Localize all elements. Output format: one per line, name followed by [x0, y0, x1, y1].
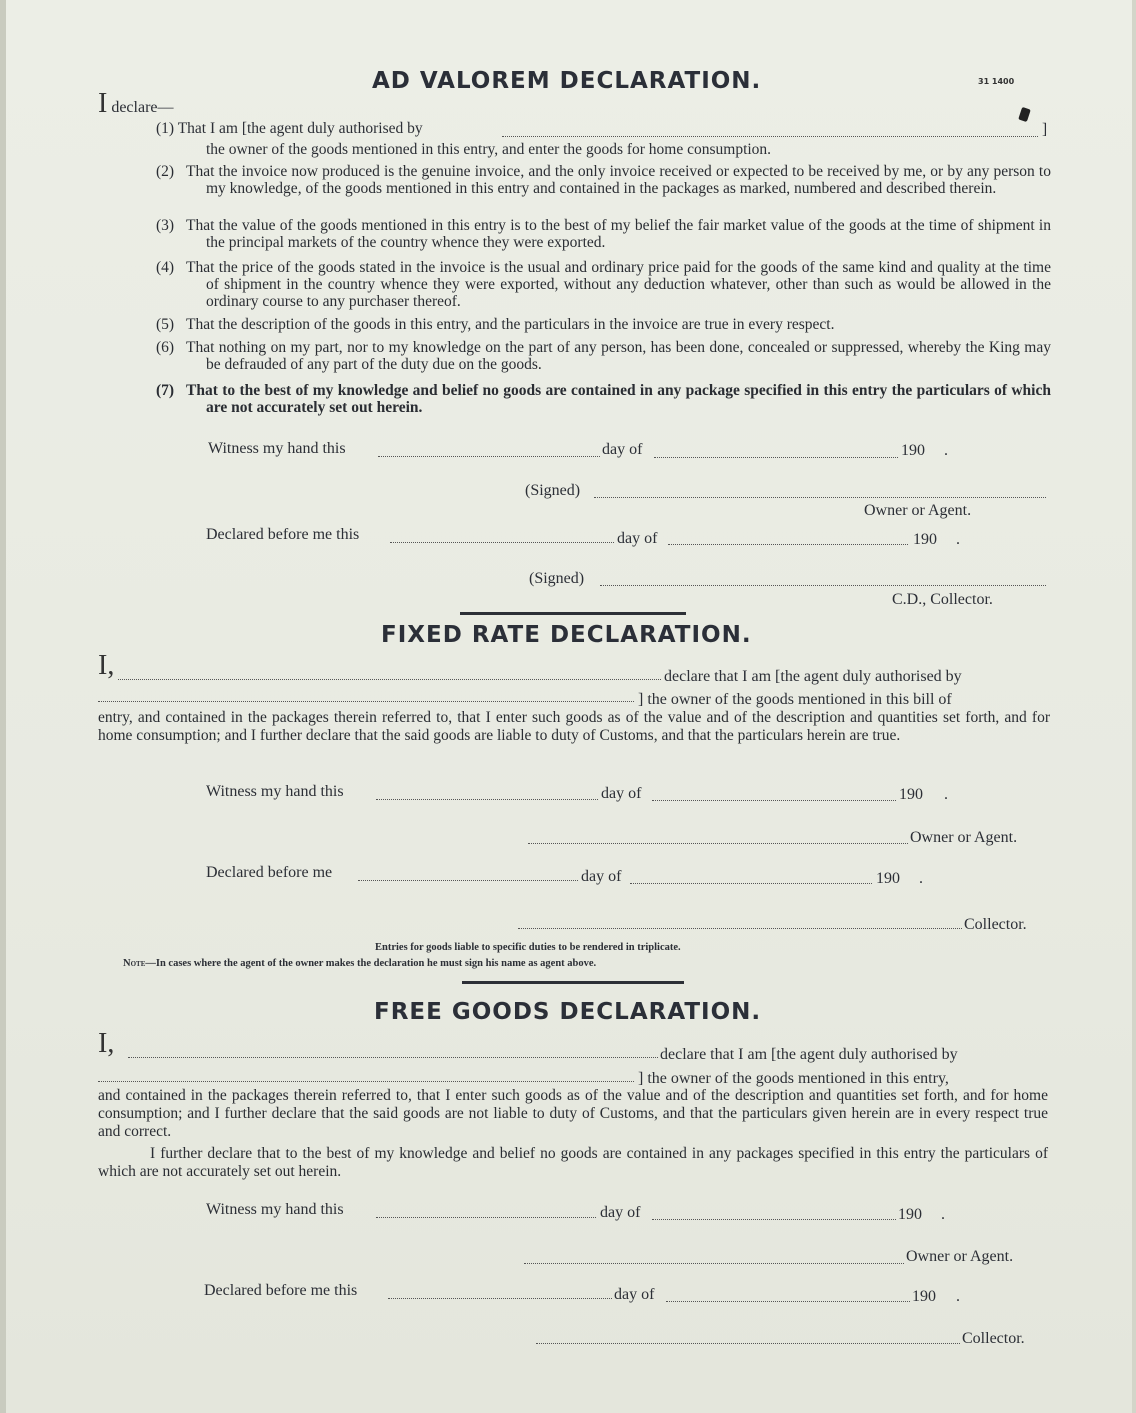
fr-line2-tail: ] the owner of the goods mentioned in this bill of [638, 691, 952, 708]
fg-declared-dayof-label: day of [614, 1286, 655, 1303]
fr-owner-or-agent: Owner or Agent. [910, 829, 1018, 846]
av-cd-collector: C.D., Collector. [892, 591, 993, 608]
av-declared-day-blank[interactable] [390, 541, 614, 543]
fr-witness-label: Witness my hand this [206, 783, 344, 800]
fr-line1-tail: declare that I am [the agent duly authorised by [664, 668, 962, 685]
fr-witness-year: 190 [899, 786, 923, 803]
fg-declared-period: . [956, 1288, 960, 1305]
fr-witness-day-blank[interactable] [376, 798, 598, 800]
fr-agent-authority-blank[interactable] [98, 700, 634, 702]
fr-declared-dayof-label: day of [581, 868, 622, 885]
fg-declared-label: Declared before me this [204, 1282, 358, 1299]
fg-declarant-name-blank[interactable] [128, 1056, 658, 1058]
fr-collector-signature-blank[interactable] [518, 927, 962, 929]
av-item-2: (2) That the invoice now produced is the genuine invoice, and the only invoice received or expected to be received by me, or by any person to my knowledge, of the goods mentioned in this entry and contained in the packages as marked, numbered and described therein. [156, 163, 1051, 197]
fg-witness-month-blank[interactable] [652, 1218, 896, 1220]
av-item-1-text: That I am [the agent duly authorised by [177, 120, 423, 137]
av-witness-label: Witness my hand this [208, 440, 346, 457]
av-item-3: (3) That the value of the goods mentioned in this entry is to the best of my belief the fair market value of the goods at the time of shipment in the principal markets of the country whence they were exported. [156, 217, 1051, 251]
av-witness-period: . [944, 442, 948, 459]
av-declared-year: 190 [913, 531, 937, 548]
declarant-initial: I [98, 88, 108, 119]
fg-body-text: and contained in the packages therein referred to, that I enter such goods as of the value and of the description and quantities set forth, and for home consumption; and I further declare that the said goods are not liable to duty of Customs, and that the particulars given herein are in every respect true and correct. [98, 1087, 1048, 1140]
fr-declared-day-blank[interactable] [358, 879, 578, 881]
av-owner-or-agent: Owner or Agent. [864, 502, 972, 519]
fg-collector: Collector. [962, 1330, 1025, 1347]
fg-declared-day-blank[interactable] [388, 1297, 612, 1299]
fg-line2-tail: ] the owner of the goods mentioned in this entry, [638, 1070, 949, 1087]
section-divider-1 [460, 612, 686, 615]
fr-declarant-initial: I, [98, 650, 115, 681]
fr-body-text: entry, and contained in the packages therein referred to, that I enter such goods as of the value and of the description and quantities set forth, and for home consumption; and I further declare that the said goods are liable to duty of Customs, and that the particulars herein are true. [98, 709, 1050, 744]
fg-owner-or-agent: Owner or Agent. [906, 1248, 1014, 1265]
fr-note-agent: Note—In cases where the agent of the owner makes the declaration he must sign his name as agent above. [123, 958, 597, 969]
bracket-close: ] [1042, 121, 1048, 138]
fg-declared-month-blank[interactable] [666, 1300, 910, 1302]
fr-declared-period: . [919, 870, 923, 887]
av-witness-month-blank[interactable] [654, 456, 898, 458]
fg-witness-year: 190 [898, 1206, 922, 1223]
fr-declared-label: Declared before me [206, 864, 333, 881]
av-witness-year: 190 [901, 442, 925, 459]
fg-collector-signature-blank[interactable] [536, 1342, 960, 1344]
av-item-1-line1 [156, 120, 423, 137]
fg-body-text-2: I further declare that to the best of my knowledge and belief no goods are contained in any packages specified in this entry the particulars of which are not accurately set out herein. [98, 1145, 1048, 1180]
av-item-5: (5) That the description of the goods in this entry, and the particulars in the invoice are true in every respect. [156, 316, 835, 333]
fr-witness-dayof-label: day of [601, 785, 642, 802]
fg-witness-period: . [941, 1206, 945, 1223]
av-item-7: (7) That to the best of my knowledge and belief no goods are contained in any package specified in this entry the particulars of which are not accurately set out herein. [156, 382, 1051, 416]
av-witness-day-blank[interactable] [378, 455, 600, 457]
av-item-1-number: (1) [156, 120, 175, 137]
fr-declared-month-blank[interactable] [630, 882, 872, 884]
declare-label: declare— [111, 99, 174, 116]
declare-intro [98, 90, 174, 118]
fg-declared-year: 190 [912, 1288, 936, 1305]
av-declared-label: Declared before me this [206, 526, 360, 543]
av-item-4: (4) That the price of the goods stated in the invoice is the usual and ordinary price paid for the goods of the same kind and quality at the time of shipment in the country whence they were exported, without any deduction whatever, other than such as would be allowed in the ordinary course to any purchaser thereof. [156, 259, 1051, 310]
fr-collector: Collector. [964, 916, 1027, 933]
fg-witness-dayof-label: day of [600, 1204, 641, 1221]
fg-agent-authority-blank[interactable] [98, 1080, 634, 1082]
av-signed-label-1: (Signed) [525, 482, 581, 499]
av-declared-dayof-label: day of [617, 530, 658, 547]
agent-authority-blank[interactable] [502, 135, 1038, 137]
fg-line1-tail: declare that I am [the agent duly authorised by [660, 1046, 958, 1063]
av-item-6: (6) That nothing on my part, nor to my knowledge on the part of any person, has been done, concealed or suppressed, whereby the King may be defrauded of any part of the duty due on the goods. [156, 339, 1051, 373]
section-divider-2 [462, 981, 684, 984]
fg-declarant-initial: I, [98, 1028, 115, 1059]
av-witness-dayof-label: day of [602, 441, 643, 458]
fr-note-triplicate: Entries for goods liable to specific duties to be rendered in triplicate. [375, 942, 681, 953]
av-signed-label-2: (Signed) [529, 570, 585, 587]
fr-declarant-name-blank[interactable] [118, 678, 661, 680]
av-item-1-line2: the owner of the goods mentioned in this entry, and enter the goods for home consumption. [206, 141, 772, 158]
av-collector-signature-blank[interactable] [600, 584, 1046, 586]
av-owner-signature-blank[interactable] [594, 496, 1046, 498]
ad-valorem-heading: AD VALOREM DECLARATION. [372, 68, 762, 94]
fr-owner-signature-blank[interactable] [528, 842, 908, 844]
free-goods-heading: FREE GOODS DECLARATION. [374, 999, 762, 1025]
fixed-rate-heading: FIXED RATE DECLARATION. [381, 622, 752, 648]
fr-declared-year: 190 [876, 870, 900, 887]
fr-witness-month-blank[interactable] [652, 799, 896, 801]
av-declared-month-blank[interactable] [668, 543, 908, 545]
fg-witness-day-blank[interactable] [376, 1216, 596, 1218]
fr-witness-period: . [944, 786, 948, 803]
av-declared-period: . [956, 531, 960, 548]
fg-owner-signature-blank[interactable] [524, 1262, 904, 1264]
fg-witness-label: Witness my hand this [206, 1201, 344, 1218]
form-reference-code: 31 1400 [978, 77, 1015, 86]
ink-mark [1018, 107, 1031, 122]
